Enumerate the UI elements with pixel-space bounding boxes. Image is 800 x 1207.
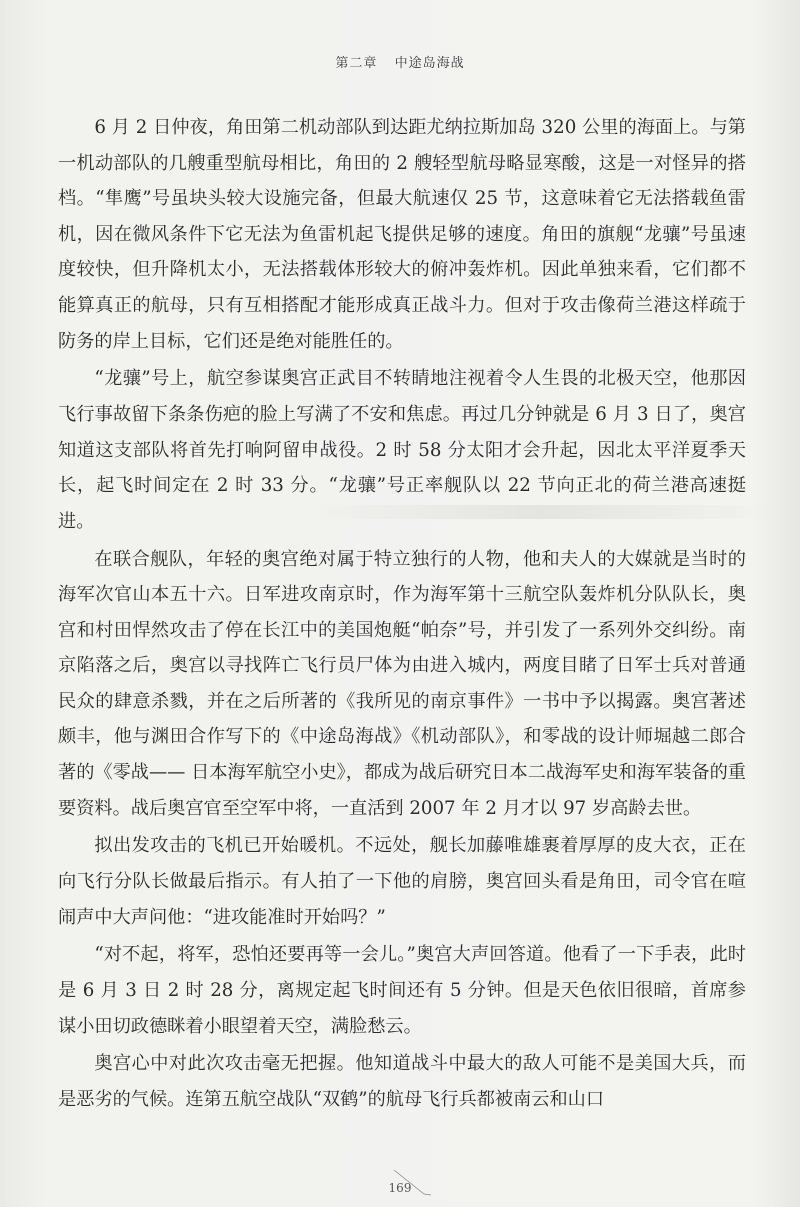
chapter-label: 第二章 [335, 56, 378, 71]
paragraph: “龙骧”号上，航空参谋奥宫正武目不转睛地注视着令人生畏的北极天空，他那因飞行事故留下条条伤疤的脸上写满了不安和焦虑。再过几分钟就是 6 月 3 日了，奥宫知道这支部队将首先打响阿留申战役。2 时 58 分太阳才会升起，因北太平洋夏季天长，起飞时间定在 2 时 33 分。“龙骧”号正率舰队以 22 节向正北的荷兰港高速挺进。 [58, 368, 746, 532]
page-number: 169 [388, 1181, 412, 1195]
paragraph: 在联合舰队，年轻的奥宫绝对属于特立独行的人物，他和夫人的大媒就是当时的海军次官山本五十六。日军进攻南京时，作为海军第十三航空队轰炸机分队队长，奥宫和村田悍然攻击了停在长江中的美国炮艇“帕奈”号，并引发了一系列外交纠纷。南京陷落之后，奥宫以寻找阵亡飞行员尸体为由进入城内，两度目睹了日军士兵对普通民众的肆意杀戮，并在之后所著的《我所见的南京事件》一书中予以揭露。奥宫著述颇丰，他与渊田合作写下的《中途岛海战》《机动部队》，和零战的设计师堀越二郎合著的《零战—— 日本海军航空小史》，都成为战后研究日本二战海军史和海军装备的重要资料。战后奥宫官至空军中将，一直活到 2007 年 2 月才以 97 岁高龄去世。 [58, 548, 746, 819]
chapter-title: 中途岛海战 [394, 56, 465, 71]
paragraph: 6 月 2 日仲夜，角田第二机动部队到达距尤纳拉斯加岛 320 公里的海面上。与第一机动部队的几艘重型航母相比，角田的 2 艘轻型航母略显寒酸，这是一对怪异的搭档。“隼鹰”号虽块头较大设施完备，但最大航速仅 25 节，这意味着它无法搭载鱼雷机，因在微风条件下它无法为鱼雷机起飞提供足够的速度。角田的旗舰“龙骧”号虽速度较快，但升降机太小，无法搭载体形较大的俯冲轰炸机。因此单独来看，它们都不能算真正的航母，只有互相搭配才能形成真正战斗力。但对于攻击像荷兰港这样疏于防务的岸上目标，它们还是绝对能胜任的。 [58, 117, 746, 352]
paragraph: “对不起，将军，恐怕还要再等一会儿。”奥宫大声回答道。他看了一下手表，此时是 6 月 3 日 2 时 28 分，离规定起飞时间还有 5 分钟。但是天色依旧很暗，首席参谋小田切政德眯着小眼望着天空，满脸愁云。 [58, 944, 746, 1037]
paragraph: 拟出发攻击的飞机已开始暖机。不远处，舰长加藤唯雄裹着厚厚的皮大衣，正在向飞行分队长做最后指示。有人拍了一下他的肩膀，奥宫回头看是角田，司令官在喧闹声中大声问他：“进攻能准时开始吗？” [58, 835, 746, 928]
body-text [58, 110, 746, 1120]
running-header [0, 52, 800, 71]
paragraph: 奥宫心中对此次攻击毫无把握。他知道战斗中最大的敌人可能不是美国大兵，而是恶劣的气候。连第五航空战队“双鹤”的航母飞行兵都被南云和山口 [58, 1053, 746, 1110]
